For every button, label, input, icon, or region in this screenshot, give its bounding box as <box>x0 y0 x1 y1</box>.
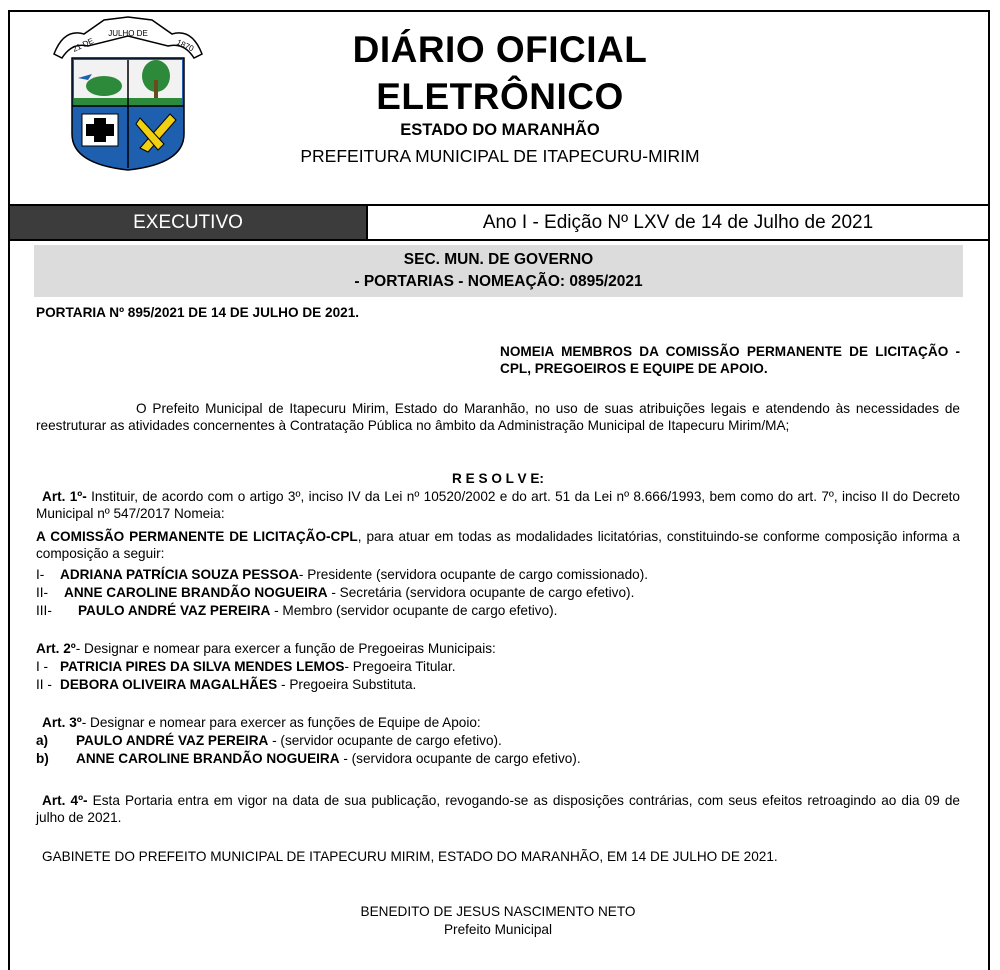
art1-commission: A COMISSÃO PERMANENTE DE LICITAÇÃO-CPL <box>36 529 358 544</box>
art1-commission-paragraph <box>36 528 960 563</box>
art2-text: - Designar e nomear para exercer a função de Pregoeiras Municipais: <box>75 641 496 656</box>
member-num: II - <box>36 677 52 692</box>
member-role: - Membro (servidor ocupante de cargo efetivo). <box>270 603 558 618</box>
ementa: NOMEIA MEMBROS DA COMISSÃO PERMANENTE DE LICITAÇÃO - CPL, PREGOEIROS E EQUIPE DE APOIO. <box>500 344 960 377</box>
municipal-crest-logo <box>44 14 212 172</box>
edition-bar <box>10 204 988 241</box>
member-role: - Pregoeira Titular. <box>344 659 456 674</box>
art3-member-a <box>36 732 502 749</box>
member-num: b) <box>36 751 49 766</box>
crest-date-right: 1870 <box>175 37 196 54</box>
state-name: ESTADO DO MARANHÃO <box>400 121 600 139</box>
section-header-line2: - PORTARIAS - NOMEAÇÃO: 0895/2021 <box>354 273 643 290</box>
member-name: ANNE CAROLINE BRANDÃO NOGUEIRA <box>64 585 328 600</box>
article-3 <box>36 714 481 731</box>
article-1 <box>36 488 960 523</box>
member-num: a) <box>36 733 49 748</box>
article-4 <box>36 792 960 827</box>
member-num: III- <box>36 603 52 618</box>
member-role: - (servidor ocupante de cargo efetivo). <box>268 733 502 748</box>
art1-text: Instituir, de acordo com o artigo 3º, inciso IV da Lei nº 10520/2002 e do art. 51 da Lei nº 8.666/1993, bem como do art. 7º, inciso II do Decreto Municipal nº 547/2017 Nomeia: <box>36 489 960 522</box>
member-role: - Secretária (servidora ocupante de cargo efetivo). <box>327 585 635 600</box>
art3-text: - Designar e nomear para exercer as funções de Equipe de Apoio: <box>81 715 481 730</box>
member-name: PAULO ANDRÉ VAZ PEREIRA <box>76 733 269 748</box>
portaria-title: PORTARIA Nº 895/2021 DE 14 DE JULHO DE 2021. <box>36 305 360 320</box>
signer-name: BENEDITO DE JESUS NASCIMENTO NETO <box>360 904 636 919</box>
art1-label: Art. 1º- <box>42 489 87 504</box>
member-name: ADRIANA PATRÍCIA SOUZA PESSOA <box>60 567 299 582</box>
prefecture-name: PREFEITURA MUNICIPAL DE ITAPECURU-MIRIM <box>300 146 700 166</box>
member-num: I - <box>36 659 49 674</box>
crest-date-left: 21 DE <box>71 36 95 54</box>
art3-label: Art. 3º <box>42 715 82 730</box>
member-num: I- <box>36 567 45 582</box>
member-name: PATRICIA PIRES DA SILVA MENDES LEMOS <box>60 659 345 674</box>
resolve-heading: R E S O L V E: <box>452 471 544 486</box>
member-num: II- <box>36 585 49 600</box>
art2-member-2 <box>36 676 416 693</box>
section-header <box>34 245 963 297</box>
crest-date-mid: JULHO DE <box>108 29 148 38</box>
art2-label: Art. 2º <box>36 641 76 656</box>
art1-member-2 <box>36 584 634 601</box>
gazette-title-line1: DIÁRIO OFICIAL <box>352 29 648 70</box>
signer-title: Prefeito Municipal <box>443 922 553 937</box>
article-2 <box>36 640 496 657</box>
art1-member-3 <box>36 602 557 619</box>
member-name: DEBORA OLIVEIRA MAGALHÃES <box>60 677 278 692</box>
member-role: - Pregoeira Substituta. <box>277 677 417 692</box>
member-name: ANNE CAROLINE BRANDÃO NOGUEIRA <box>76 751 340 766</box>
section-header-line1: SEC. MUN. DE GOVERNO <box>403 251 594 268</box>
art4-label: Art. 4º- <box>42 793 88 808</box>
art1-member-1 <box>36 566 648 583</box>
member-role: - Presidente (servidora ocupante de cargo comissionado). <box>298 567 648 582</box>
edition-label: Ano I - Edição Nº LXV de 14 de Julho de 2021 <box>482 211 874 233</box>
preamble: O Prefeito Municipal de Itapecuru Mirim, Estado do Maranhão, no uso de suas atribuições legais e atendendo às necessidades de reestruturar as atividades concernentes à Contratação Pública no âmbito da Administração Municipal de Itapecuru Mirim/MA; <box>36 401 960 434</box>
member-name: PAULO ANDRÉ VAZ PEREIRA <box>78 603 271 618</box>
member-role: - (servidora ocupante de cargo efetivo). <box>339 751 581 766</box>
section-label: EXECUTIVO <box>10 206 368 239</box>
gazette-title-line2: ELETRÔNICO <box>376 76 624 117</box>
closing-statement: GABINETE DO PREFEITO MUNICIPAL DE ITAPECURU MIRIM, ESTADO DO MARANHÃO, EM 14 DE JULHO DE 2021. <box>42 849 778 864</box>
art3-member-b <box>36 750 581 767</box>
art1-commission-text: , para atuar em todas as modalidades licitatórias, constituindo-se conforme composição informa a composição a seguir: <box>36 529 960 562</box>
art2-member-1 <box>36 658 456 675</box>
art4-text: Esta Portaria entra em vigor na data de sua publicação, revogando-se as disposições contrárias, com seus efeitos retroagindo ao dia 09 de julho de 2021. <box>36 793 960 826</box>
